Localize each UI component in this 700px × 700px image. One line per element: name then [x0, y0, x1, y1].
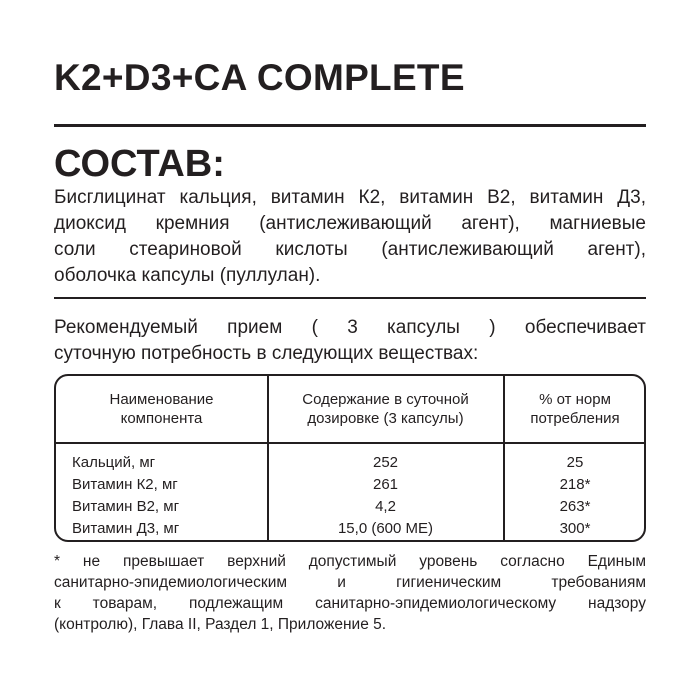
- row-name: Кальций, мг: [72, 454, 156, 471]
- composition-line: Бисглицинат кальция, витамин К2, витамин В2, витамин Д3,: [54, 187, 646, 208]
- product-title: K2+D3+CA COMPLETE: [54, 57, 465, 98]
- composition-heading: СОСТАВ:: [54, 143, 225, 185]
- footnote-line: * не превышает верхний допустимый уровень согласно Единым: [54, 553, 646, 570]
- footnote-line: санитарно-эпидемиологическим и гигиеническим требованиям: [54, 574, 646, 591]
- footnote: [54, 551, 646, 635]
- composition-line: оболочка капсулы (пуллулан).: [54, 265, 321, 286]
- row-amount: 252: [372, 454, 399, 471]
- intake-line: суточную потребность в следующих веществах:: [54, 343, 479, 364]
- row-amount: 15,0 (600 МЕ): [337, 520, 434, 537]
- header-daily-content: Содержание в суточной дозировке (3 капсулы): [302, 391, 469, 427]
- intake-line: Рекомендуемый прием ( 3 капсулы ) обеспечивает: [54, 317, 646, 338]
- row-percent: 218*: [559, 476, 591, 493]
- row-name: Витамин К2, мг: [72, 476, 178, 493]
- row-amount: 261: [372, 476, 399, 493]
- row-amount: 4,2: [375, 498, 396, 515]
- footnote-line: (контролю), Глава II, Раздел 1, Приложение 5.: [54, 616, 387, 633]
- composition-line: диоксид кремния (антислеживающий агент), магниевые: [54, 213, 646, 234]
- row-percent: 25: [566, 454, 584, 471]
- table-row: [56, 496, 644, 518]
- table-row: [56, 452, 644, 474]
- table-body: [56, 452, 644, 540]
- intake-text: [54, 315, 646, 367]
- table-row: [56, 518, 644, 540]
- table-row: [56, 474, 644, 496]
- footnote-line: к товарам, подлежащим санитарно-эпидемиологическому надзору: [54, 595, 646, 612]
- row-percent: 263*: [559, 498, 591, 515]
- header-percent-norm: % от норм потребления: [530, 391, 620, 427]
- nutrient-table: [54, 374, 646, 542]
- row-name: Витамин В2, мг: [72, 498, 180, 515]
- header-component: Наименование компонента: [109, 391, 214, 427]
- composition-divider: [54, 297, 646, 299]
- composition-text: [54, 185, 646, 289]
- composition-line: соли стеариновой кислоты (антислеживающий агент),: [54, 239, 646, 260]
- row-percent: 300*: [559, 520, 591, 537]
- row-name: Витамин Д3, мг: [72, 520, 180, 537]
- title-divider: [54, 124, 646, 127]
- header-separator: [56, 442, 644, 444]
